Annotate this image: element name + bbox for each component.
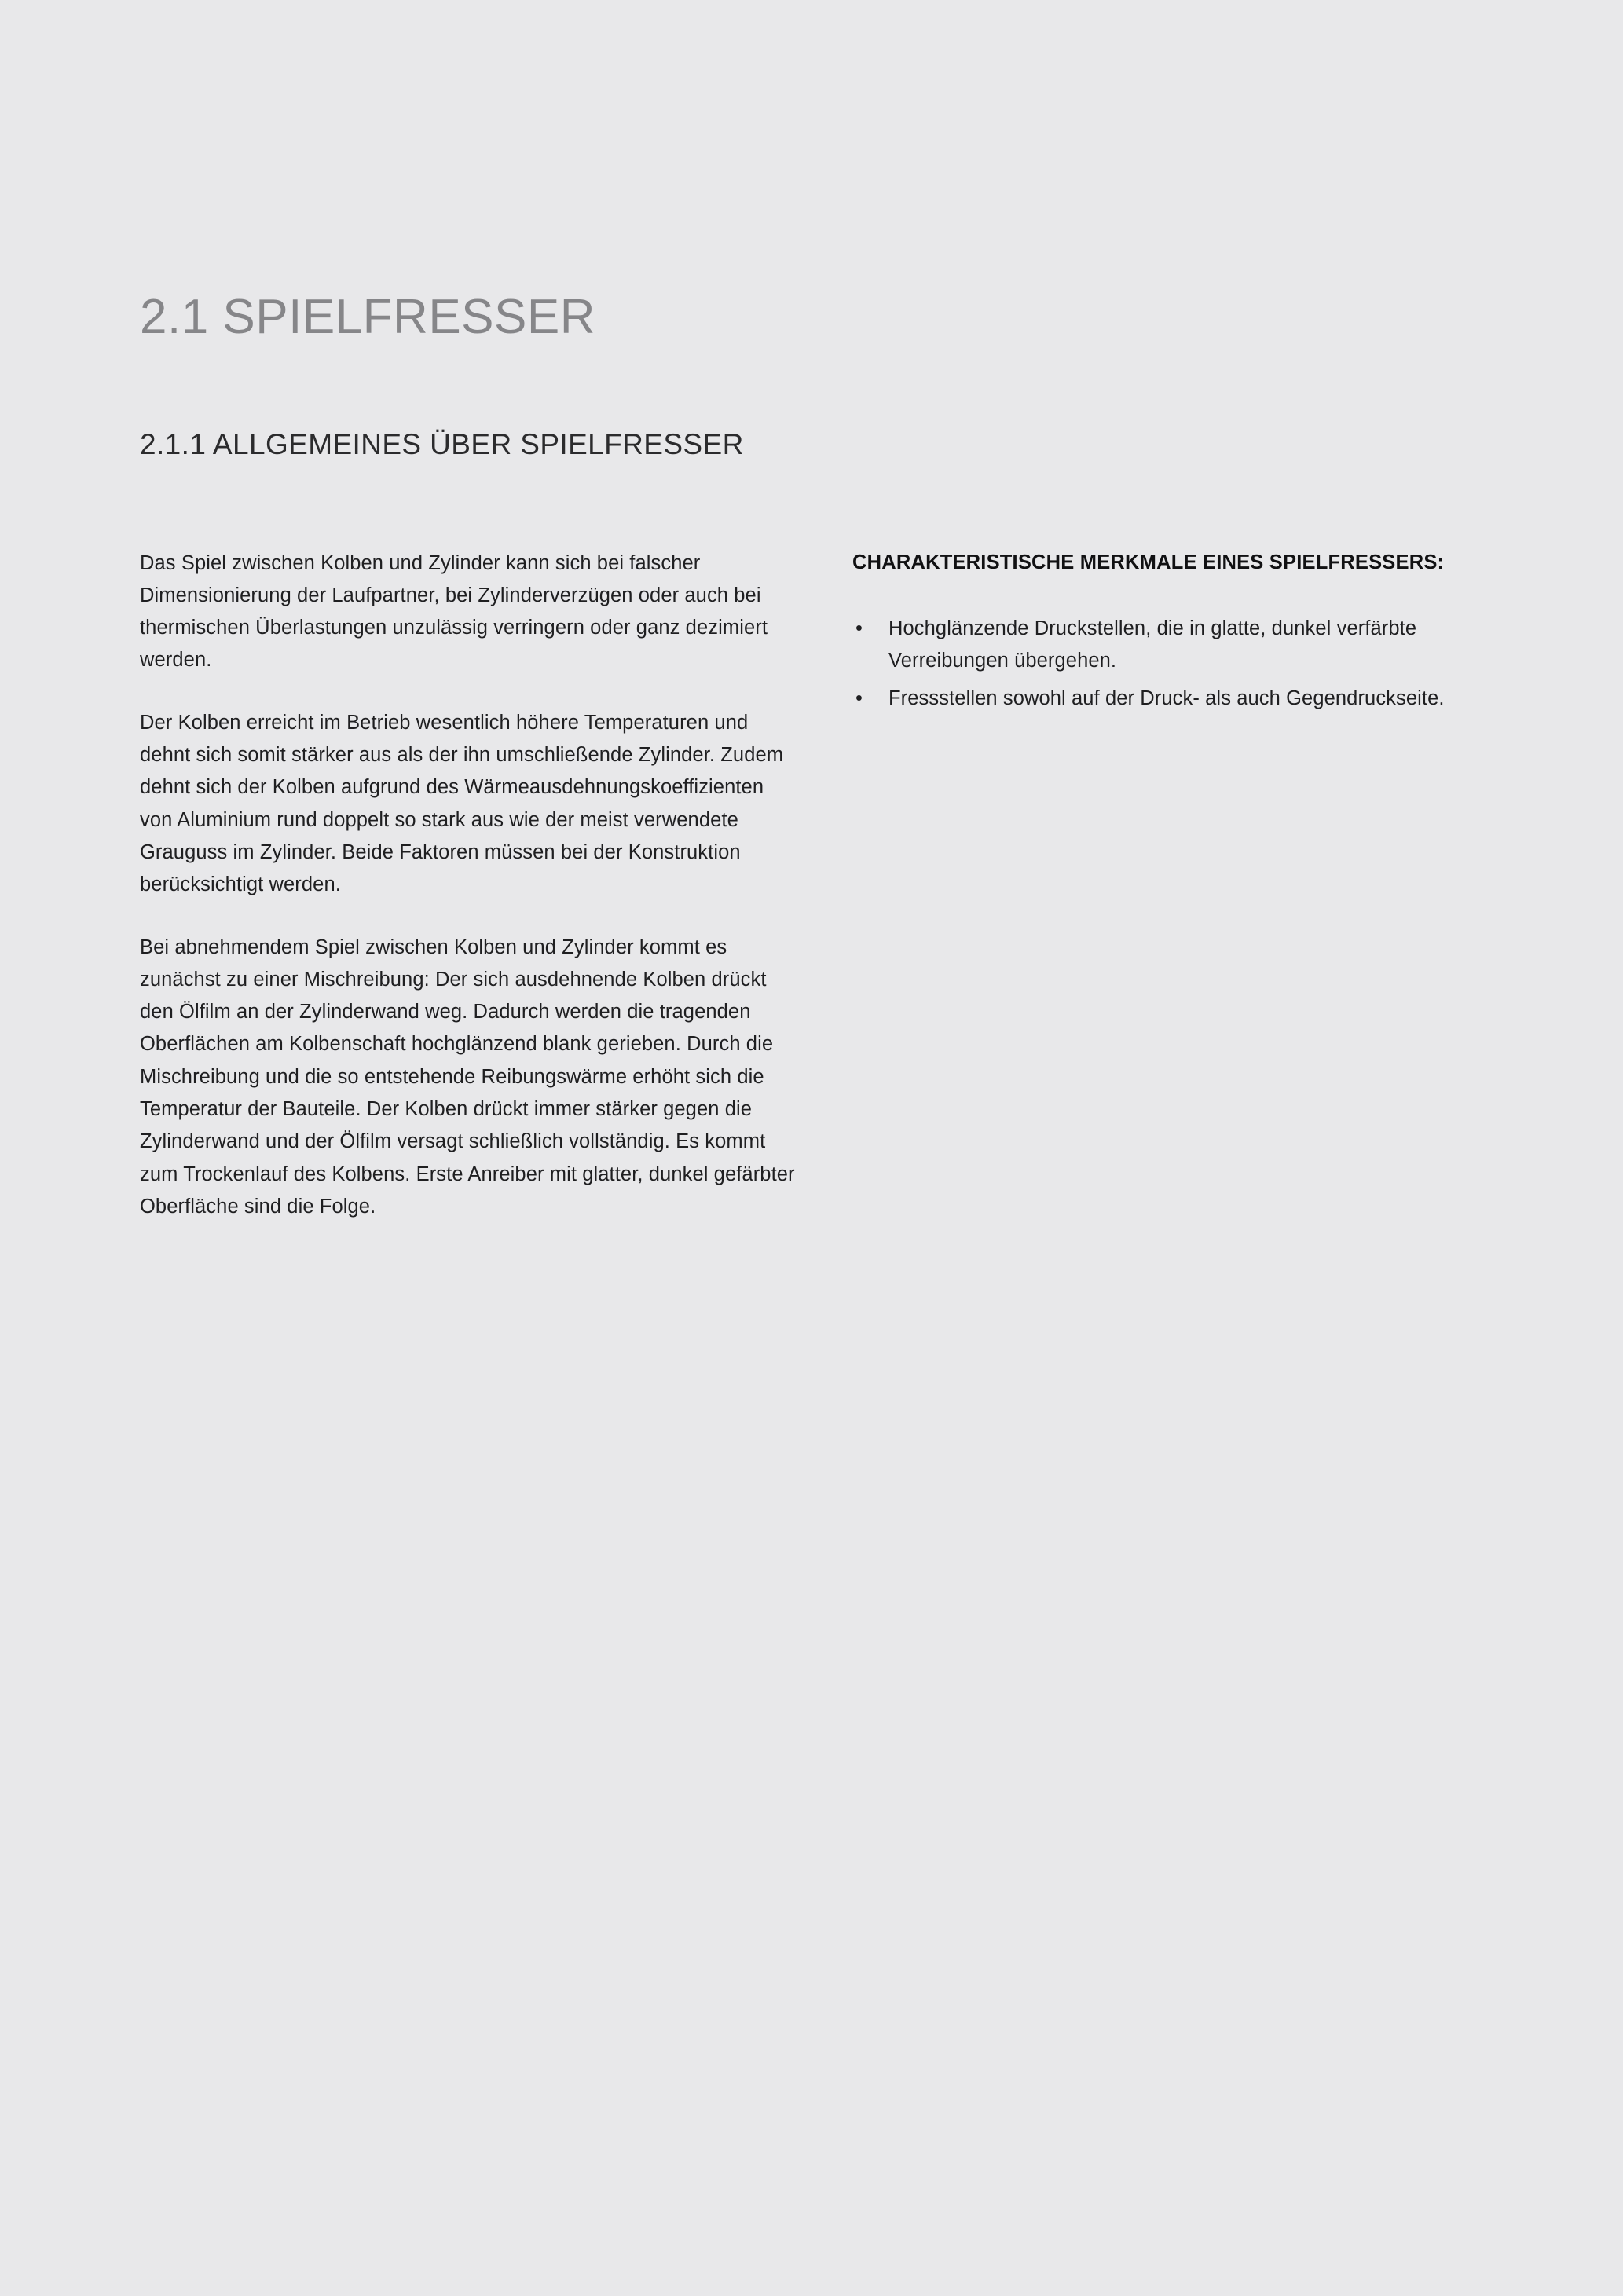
list-item bbox=[852, 683, 1481, 715]
two-column-layout bbox=[140, 547, 1491, 1224]
section-title: 2.1.1 ALLGEMEINES ÜBER SPIELFRESSER bbox=[140, 428, 744, 461]
page-content bbox=[140, 291, 1491, 1223]
main-text-column bbox=[140, 547, 796, 1224]
characteristics-list bbox=[852, 613, 1481, 715]
chapter-title: 2.1 SPIELFRESSER bbox=[140, 290, 596, 344]
sidebar-column bbox=[852, 547, 1481, 720]
body-paragraph: Das Spiel zwischen Kolben und Zylinder kann sich bei falscher Dimensionierung der Laufpartner, bei Zylinderverzügen oder auch bei thermischen Überlastungen unzulässig verringern oder ganz dezimiert werden. bbox=[140, 551, 768, 672]
list-item-label: Fressstellen sowohl auf der Druck- als auch Gegendruckseite. bbox=[888, 687, 1445, 709]
body-paragraph: Bei abnehmendem Spiel zwischen Kolben und Zylinder kommt es zunächst zu einer Mischreibung: Der sich ausdehnende Kolben drückt den Ölfilm an der Zylinderwand weg. Dadurch werden die tragenden Oberflächen am Kolbenschaft hochglänzend blank gerieben. Durch die Mischreibung und die so entstehende Reibungswärme erhöht sich die Temperatur der Bauteile. Der Kolben drückt immer stärker gegen die Zylinderwand und der Ölfilm versagt schließlich vollständig. Es kommt zum Trockenlauf des Kolbens. Erste Anreiber mit glatter, dunkel gefärbter Oberfläche sind die Folge. bbox=[140, 936, 795, 1218]
list-item-label: Hochglänzende Druckstellen, die in glatte, dunkel verfärbte Verreibungen übergehen. bbox=[888, 617, 1417, 672]
bullet-icon: • bbox=[855, 617, 863, 640]
body-paragraph: Der Kolben erreicht im Betrieb wesentlich höhere Temperaturen und dehnt sich somit stärker aus als der ihn umschließende Zylinder. Zudem dehnt sich der Kolben aufgrund des Wärmeausdehnungskoeffizienten von Aluminium rund doppelt so stark aus wie der meist verwendete Grauguss im Zylinder. Beide Faktoren müssen bei der Konstruktion berücksichtigt werden. bbox=[140, 711, 784, 896]
bullet-icon: • bbox=[855, 687, 863, 709]
list-item bbox=[852, 613, 1481, 678]
sidebar-heading: CHARAKTERISTISCHE MERKMALE EINES SPIELFRESSERS: bbox=[852, 551, 1445, 573]
